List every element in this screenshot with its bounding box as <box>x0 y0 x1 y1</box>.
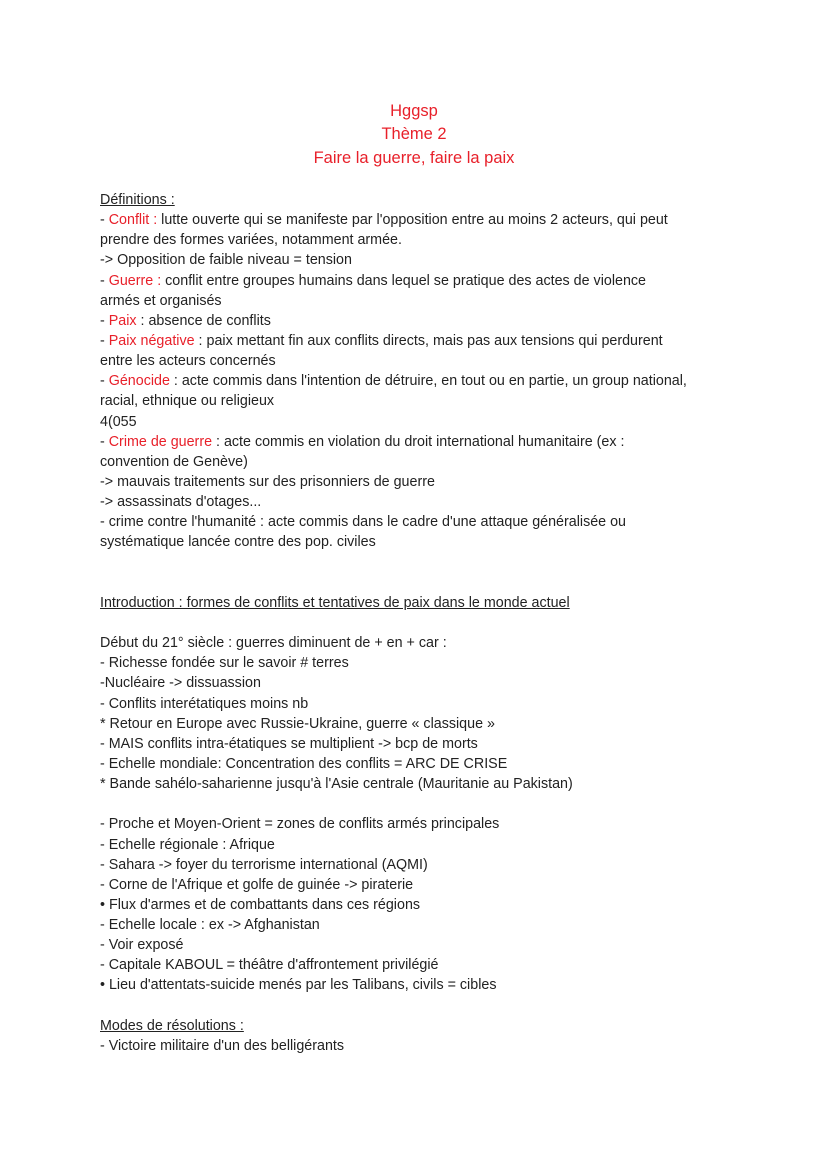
text-line <box>100 955 687 975</box>
text-segment: - Corne de l'Afrique et golfe de guinée -> piraterie <box>100 876 414 893</box>
text-line <box>100 694 687 714</box>
text-segment: entre les acteurs concernés <box>100 353 276 370</box>
text-line <box>100 492 687 512</box>
text-line <box>100 794 687 814</box>
text-segment: - <box>100 212 109 229</box>
text-line <box>100 673 687 693</box>
text-segment: racial, ethnique ou religieux <box>100 393 275 410</box>
text-segment: - Voir exposé <box>100 937 184 954</box>
document-body <box>100 190 687 1056</box>
text-segment: - MAIS conflits intra-étatiques se multiplient -> bcp de morts <box>100 735 478 752</box>
text-segment: : paix mettant fin aux conflits directs, mais pas aux tensions qui perdurent <box>194 332 663 349</box>
text-line <box>100 1036 687 1056</box>
text-line <box>100 391 687 411</box>
text-segment: - Echelle mondiale: Concentration des conflits = ARC DE CRISE <box>100 755 508 772</box>
text-segment: - Sahara -> foyer du terrorisme international (AQMI) <box>100 856 428 873</box>
section-heading <box>100 190 687 210</box>
text-line <box>100 311 687 331</box>
text-segment: - Richesse fondée sur le savoir # terres <box>100 655 349 672</box>
text-segment: - Victoire militaire d'un des belligérants <box>100 1037 345 1054</box>
text-segment: : acte commis en violation du droit international humanitaire (ex : <box>212 433 625 450</box>
text-segment: Introduction : formes de conflits et tentatives de paix dans le monde actuel <box>100 594 570 611</box>
text-line <box>100 975 687 995</box>
text-line <box>100 291 687 311</box>
text-line <box>100 331 687 351</box>
title-theme: Thème 2 <box>381 125 447 143</box>
document-title <box>0 100 828 170</box>
text-line <box>100 915 687 935</box>
text-segment: - Proche et Moyen-Orient = zones de conflits armés principales <box>100 816 500 833</box>
term-label: Paix négative <box>108 332 195 349</box>
text-segment: - crime contre l'humanité : acte commis dans le cadre d'une attaque généralisée ou <box>100 514 626 531</box>
text-segment: Définitions : <box>100 192 175 208</box>
text-segment: : absence de conflits <box>136 312 271 329</box>
text-segment: prendre des formes variées, notamment armée. <box>100 232 402 249</box>
text-line <box>100 653 687 673</box>
text-segment: 4(055 <box>100 413 137 430</box>
text-line <box>100 532 687 552</box>
text-segment: - Echelle locale : ex -> Afghanistan <box>100 917 320 934</box>
term-label: Paix <box>108 312 137 329</box>
term-label: Conflit : <box>108 212 158 229</box>
text-segment: Modes de résolutions : <box>100 1017 244 1034</box>
text-segment: -Nucléaire -> dissuassion <box>100 675 261 692</box>
text-segment: - <box>100 373 109 390</box>
text-segment: -> mauvais traitements sur des prisonniers de guerre <box>100 473 435 490</box>
text-segment: • Flux d'armes et de combattants dans ces régions <box>100 896 421 913</box>
text-line <box>100 250 687 270</box>
text-line <box>100 452 687 472</box>
section-heading <box>100 593 687 613</box>
text-segment: - <box>100 312 109 329</box>
text-line <box>100 230 687 250</box>
text-segment: convention de Genève) <box>100 453 248 470</box>
text-segment: lutte ouverte qui se manifeste par l'opposition entre au moins 2 acteurs, qui peut <box>157 212 668 229</box>
text-line <box>100 210 687 230</box>
text-line <box>100 371 687 391</box>
text-line <box>100 351 687 371</box>
text-line <box>100 573 687 593</box>
term-label: Crime de guerre <box>108 433 213 450</box>
text-line <box>100 553 687 573</box>
text-segment: - <box>100 433 109 450</box>
text-segment: • Lieu d'attentats-suicide menés par les Talibans, civils = cibles <box>100 977 497 994</box>
text-segment: -> Opposition de faible niveau = tension <box>100 252 352 269</box>
text-line <box>100 633 687 653</box>
text-line <box>100 814 687 834</box>
text-line <box>100 935 687 955</box>
text-line <box>100 875 687 895</box>
text-line <box>100 754 687 774</box>
text-line <box>100 835 687 855</box>
text-line <box>100 613 687 633</box>
text-segment: - <box>100 272 109 289</box>
text-segment: - <box>100 332 109 349</box>
text-segment: systématique lancée contre des pop. civiles <box>100 534 376 551</box>
title-topic: Faire la guerre, faire la paix <box>313 149 515 167</box>
text-segment: * Retour en Europe avec Russie-Ukraine, guerre « classique » <box>100 715 495 732</box>
term-label: Guerre : <box>108 272 162 289</box>
text-line <box>100 774 687 794</box>
text-line <box>100 271 687 291</box>
text-line <box>100 432 687 452</box>
text-segment: armés et organisés <box>100 292 222 309</box>
text-line <box>100 734 687 754</box>
text-line <box>100 512 687 532</box>
text-line <box>100 714 687 734</box>
text-segment: * Bande sahélo-saharienne jusqu'à l'Asie centrale (Mauritanie au Pakistan) <box>100 776 573 793</box>
text-line <box>100 472 687 492</box>
title-subject: Hggsp <box>390 102 438 120</box>
section-heading <box>100 1016 687 1036</box>
text-segment: -> assassinats d'otages... <box>100 494 262 511</box>
text-line <box>100 412 687 432</box>
text-segment: : acte commis dans l'intention de détruire, en tout ou en partie, un group national, <box>169 373 687 390</box>
text-segment: - Conflits interétatiques moins nb <box>100 695 309 712</box>
text-line <box>100 855 687 875</box>
text-segment: - Echelle régionale : Afrique <box>100 836 275 853</box>
text-line <box>100 895 687 915</box>
text-segment: Début du 21° siècle : guerres diminuent de + en + car : <box>100 635 447 652</box>
term-label: Génocide <box>108 373 170 390</box>
text-line <box>100 996 687 1016</box>
text-segment: - Capitale KABOUL = théâtre d'affrontement privilégié <box>100 957 439 974</box>
text-segment: conflit entre groupes humains dans lequel se pratique des actes de violence <box>161 272 646 289</box>
